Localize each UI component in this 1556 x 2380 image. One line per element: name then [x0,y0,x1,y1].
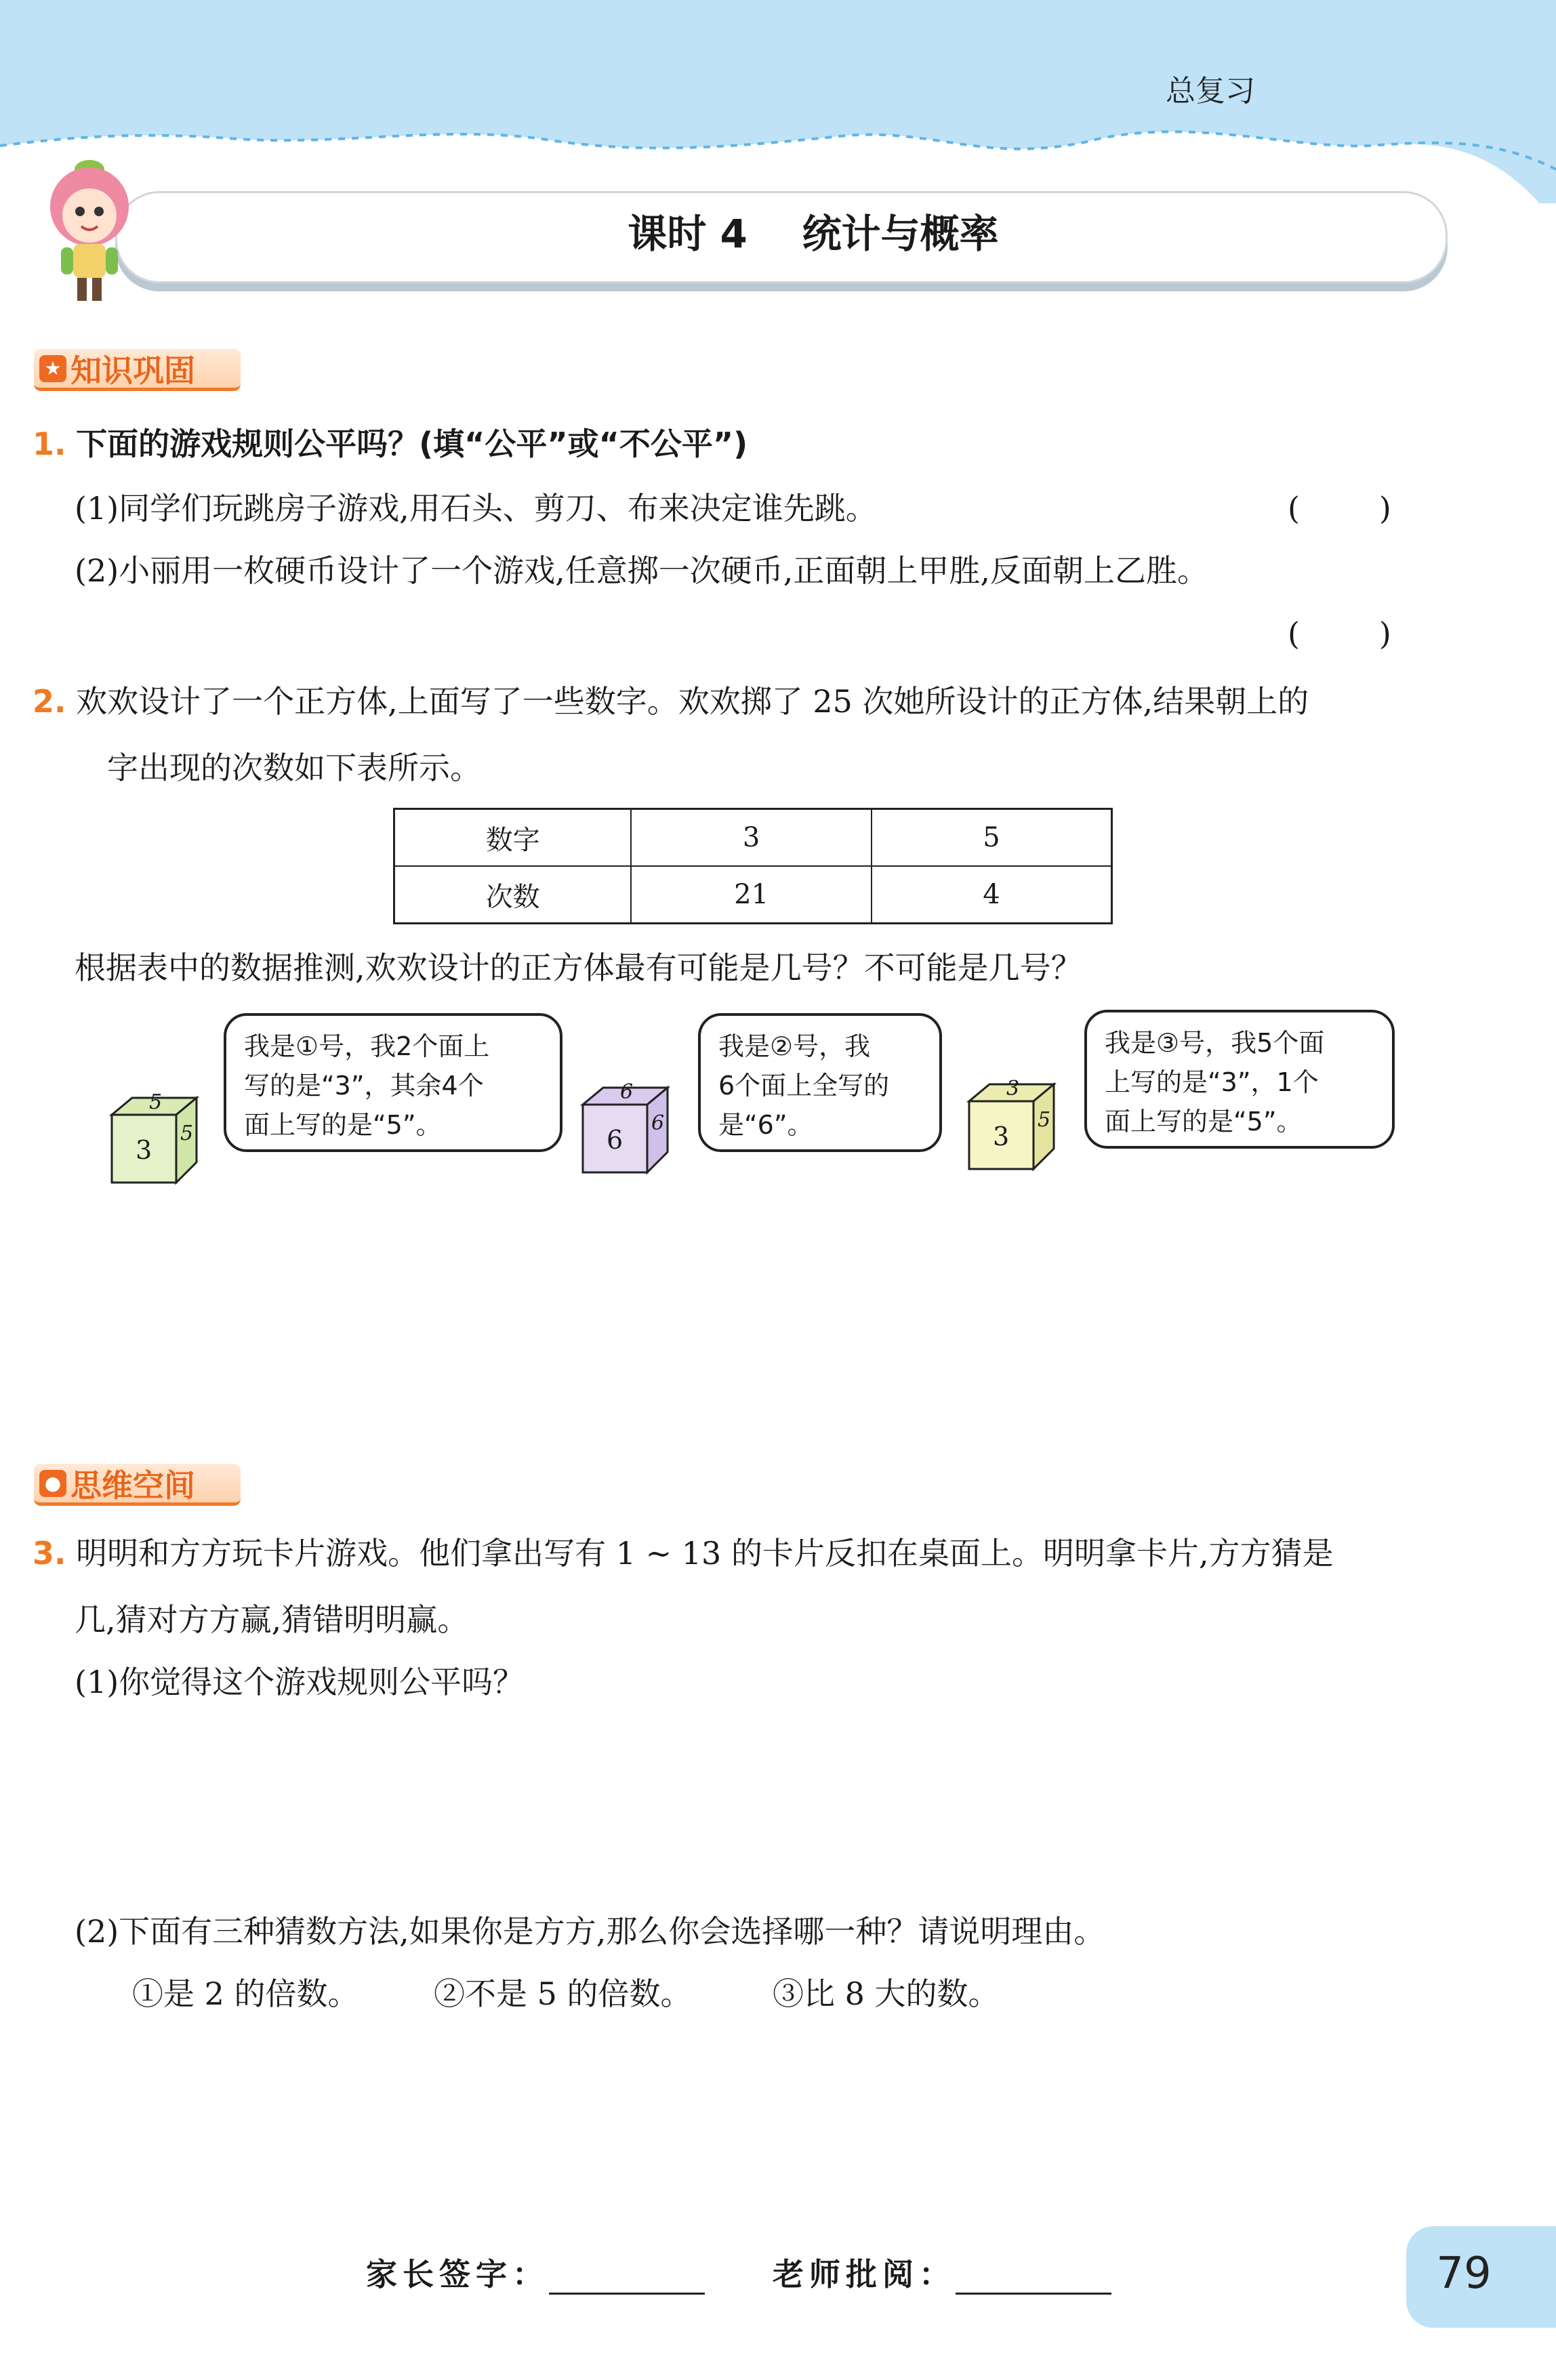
bubble-1-line: 写的是“3”，其余4个 [244,1071,484,1101]
header-cloud-shape [0,0,1556,203]
bubble-2-line: 是“6”。 [718,1110,813,1140]
question-3-option-1: ①是 2 的倍数。 [132,1975,359,2012]
table-row [394,809,1112,867]
lesson-title: 课时 4 统计与概率 [628,211,999,257]
question-3-line-1: 明明和方方玩卡片游戏。他们拿出写有 1 ~ 13 的卡片反扣在桌面上。明明拿卡片,方方猜是 [76,1535,1334,1572]
header-background [0,0,1556,203]
question-3-item-2: (2)下面有三种猜数方法,如果你是方方,那么你会选择哪一种？请说明理由。 [75,1913,1105,1950]
cube-3-top: 3 [1006,1077,1020,1101]
cube-1 [108,1090,203,1189]
cube-2-top: 6 [620,1080,634,1104]
speech-bubble-1 [224,1013,562,1152]
parent-signature-label: 家长签字： [366,2256,549,2293]
parent-signature-field[interactable] [549,2259,705,2295]
section-knowledge-tag [34,349,241,391]
top-section-label: 总复习 [1166,74,1255,108]
question-1-text: 下面的游戏规则公平吗？(填“公平”或“不公平”) [76,426,748,462]
teacher-review [773,2250,1111,2295]
bubble-2-line: 我是②号，我 [718,1031,871,1061]
question-2-line-2: 字出现的次数如下表所示。 [107,750,481,786]
section-knowledge-title: 知识巩固 [70,352,195,389]
frequency-table [393,808,1113,924]
table-row [394,866,1112,924]
cube-1-front: 3 [136,1135,152,1165]
question-1-item-2-answer[interactable]: ( ) [1288,615,1391,652]
cube-3-side: 5 [1038,1108,1051,1132]
bubble-1-line: 面上写的是“5”。 [244,1110,442,1140]
question-2-number: 2. [33,683,66,720]
section-thinking-title: 思维空间 [70,1466,195,1504]
bubble-3-line: 面上写的是“5”。 [1105,1107,1303,1136]
question-1-item-1-answer[interactable]: ( ) [1288,490,1391,527]
question-3-line-2: 几,猜对方方赢,猜错明明赢。 [75,1601,469,1638]
question-3-option-3: ③比 8 大的数。 [773,1975,1000,2012]
table-cell: 4 [872,866,1112,924]
teacher-review-label: 老师批阅： [773,2256,956,2293]
question-3-item-1: (1)你觉得这个游戏规则公平吗？ [75,1664,525,1700]
bubble-3-line: 我是③号，我5个面 [1105,1028,1325,1058]
parent-signature [366,2250,705,2295]
bubble-2-line: 6个面上全写的 [718,1071,890,1101]
bulb-icon: ● [39,1470,66,1497]
cube-3-front: 3 [993,1122,1010,1151]
table-cell: 次数 [394,866,632,924]
question-3 [33,1533,1334,1574]
cube-3 [966,1077,1061,1176]
question-1-item-2: (2)小丽用一枚硬币设计了一个游戏,任意掷一次硬币,正面朝上甲胜,反面朝上乙胜。 [75,552,1209,589]
bubble-3-line: 上写的是“3”，1个 [1105,1067,1319,1097]
speech-bubble-3 [1084,1010,1395,1149]
table-cell: 3 [631,809,871,867]
cube-2-side: 6 [651,1111,665,1135]
question-3-option-2: ②不是 5 的倍数。 [434,1975,692,2012]
cube-2 [579,1080,674,1179]
question-1 [33,424,748,464]
teacher-review-field[interactable] [956,2259,1111,2295]
bubble-1-line: 我是①号，我2个面上 [244,1031,490,1061]
cube-1-top: 5 [149,1090,163,1114]
cube-2-front: 6 [607,1125,623,1155]
section-thinking-tag [34,1464,241,1506]
question-1-number: 1. [33,426,66,462]
page-number: 79 [1436,2249,1492,2299]
table-cell: 数字 [394,809,632,867]
star-icon: ★ [39,355,66,382]
question-2-prompt: 根据表中的数据推测,欢欢设计的正方体最有可能是几号？不可能是几号？ [75,949,1082,986]
table-cell: 21 [631,866,871,924]
question-2 [33,681,1309,722]
question-3-number: 3. [33,1535,66,1572]
speech-bubble-2 [698,1013,942,1152]
question-1-item-1: (1)同学们玩跳房子游戏,用石头、剪刀、布来决定谁先跳。 [75,490,877,527]
cube-1-side: 5 [180,1122,194,1145]
question-2-line-1: 欢欢设计了一个正方体,上面写了一些数字。欢欢掷了 25 次她所设计的正方体,结果朝上的 [76,683,1309,720]
table-cell: 5 [872,809,1112,867]
mascot-illustration [41,136,136,305]
